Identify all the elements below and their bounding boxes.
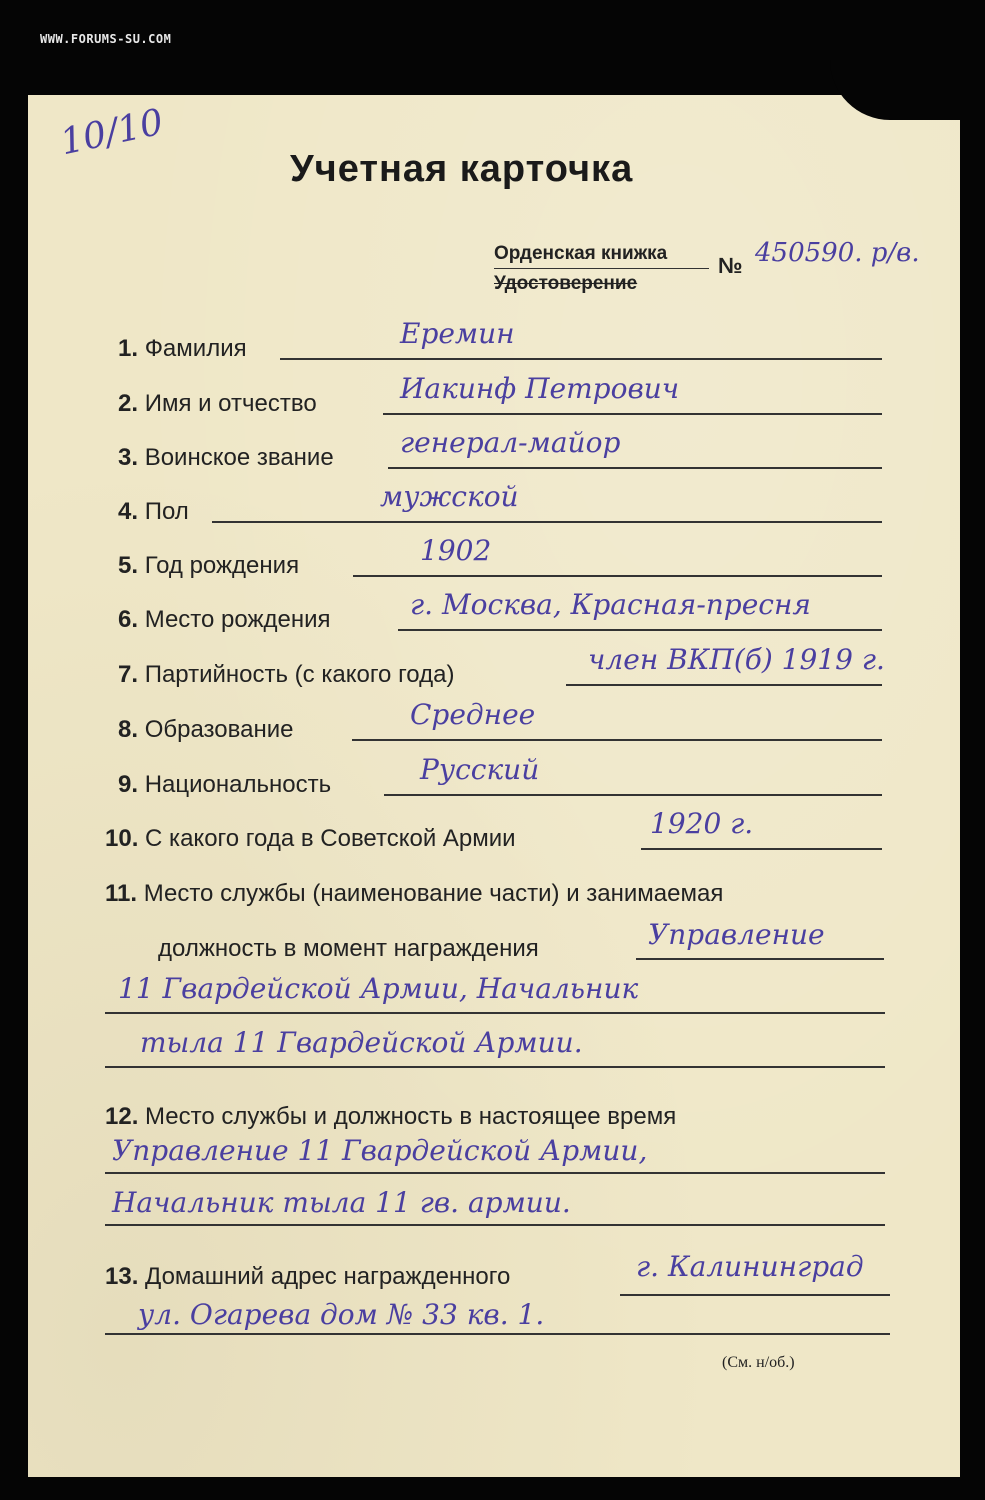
field-12-value-line1: Управление 11 Гвардейской Армии, bbox=[112, 1134, 648, 1167]
field-1-rule bbox=[280, 358, 882, 360]
field-13-rule-2 bbox=[105, 1333, 890, 1335]
field-4-label: 4. Пол bbox=[118, 498, 189, 525]
order-book-number: 450590. р/в. bbox=[755, 238, 920, 268]
field-12-rule-1 bbox=[105, 1172, 885, 1174]
field-10-value: 1920 г. bbox=[650, 807, 754, 840]
field-9-label: 9. Национальность bbox=[118, 771, 332, 798]
field-9-value: Русский bbox=[420, 753, 540, 786]
field-11-rule-1 bbox=[636, 958, 884, 960]
field-12-rule-2 bbox=[105, 1224, 885, 1226]
corner-note: 10/10 bbox=[56, 101, 167, 164]
field-11-number: 11. bbox=[105, 880, 138, 907]
field-11-value-line1: Управление bbox=[648, 918, 825, 951]
certificate-label-struck: Удостоверение bbox=[494, 273, 638, 294]
field-2-rule bbox=[383, 413, 882, 415]
field-11-rule-2 bbox=[105, 1012, 885, 1014]
order-book-label: Орденская книжка bbox=[494, 243, 668, 264]
field-7-number: 7. bbox=[118, 661, 139, 688]
field-10-rule bbox=[641, 848, 882, 850]
footnote: (См. н/об.) bbox=[722, 1354, 795, 1371]
field-10-number: 10. bbox=[105, 825, 139, 852]
field-12-number: 12. bbox=[105, 1103, 139, 1130]
field-1-number: 1. bbox=[118, 335, 139, 362]
field-6-number: 6. bbox=[118, 606, 139, 633]
field-3-number: 3. bbox=[118, 444, 139, 471]
watermark: WWW.FORUMS-SU.COM bbox=[40, 32, 172, 46]
field-8-label: 8. Образование bbox=[118, 716, 294, 743]
field-5-value: 1902 bbox=[420, 534, 492, 567]
field-13-rule-1 bbox=[620, 1294, 890, 1296]
field-8-number: 8. bbox=[118, 716, 139, 743]
field-3-value: генерал-майор bbox=[400, 426, 621, 459]
field-1-label: 1. Фамилия bbox=[118, 335, 247, 362]
field-13-value-line2: ул. Огарева дом № 33 кв. 1. bbox=[138, 1298, 545, 1331]
field-7-rule bbox=[566, 684, 882, 686]
field-13-number: 13. bbox=[105, 1263, 139, 1290]
field-5-rule bbox=[353, 575, 882, 577]
field-8-rule bbox=[352, 739, 882, 741]
field-1-value: Еремин bbox=[400, 317, 515, 350]
field-7-value: член ВКП(б) 1919 г. bbox=[588, 643, 885, 676]
field-2-value: Иакинф Петрович bbox=[400, 372, 680, 405]
field-11-value-line3: тыла 11 Гвардейской Армии. bbox=[140, 1026, 583, 1059]
field-2-number: 2. bbox=[118, 390, 139, 417]
field-13-label: 13. Домашний адрес награжденного bbox=[105, 1263, 511, 1290]
field-6-label: 6. Место рождения bbox=[118, 606, 331, 633]
field-7-label: 7. Партийность (с какого года) bbox=[118, 661, 455, 688]
field-9-number: 9. bbox=[118, 771, 139, 798]
field-10-label: 10. С какого года в Советской Армии bbox=[105, 825, 516, 852]
order-line-rule bbox=[494, 268, 709, 269]
field-3-label: 3. Воинское звание bbox=[118, 444, 334, 471]
field-11-value-line2: 11 Гвардейской Армии, Начальник bbox=[118, 972, 639, 1005]
field-4-value: мужской bbox=[380, 480, 519, 513]
number-sign: № bbox=[718, 253, 743, 278]
field-3-rule bbox=[388, 467, 882, 469]
field-2-label: 2. Имя и отчество bbox=[118, 390, 317, 417]
field-6-rule bbox=[398, 629, 882, 631]
field-8-value: Среднее bbox=[410, 698, 536, 731]
field-5-number: 5. bbox=[118, 552, 139, 579]
field-13-value-line1: г. Калининград bbox=[636, 1250, 864, 1283]
field-11-label-line1: 11. Место службы (наименование части) и занимаемая bbox=[105, 880, 724, 907]
field-9-rule bbox=[384, 794, 882, 796]
field-11-label-line2: должность в момент награждения bbox=[158, 935, 539, 962]
page-title: Учетная карточка bbox=[290, 148, 634, 190]
field-12-value-line2: Начальник тыла 11 гв. армии. bbox=[112, 1186, 571, 1219]
field-6-value: г. Москва, Красная-пресня bbox=[410, 588, 811, 621]
field-4-rule bbox=[212, 521, 882, 523]
field-4-number: 4. bbox=[118, 498, 139, 525]
field-11-rule-3 bbox=[105, 1066, 885, 1068]
field-5-label: 5. Год рождения bbox=[118, 552, 300, 579]
field-12-label: 12. Место службы и должность в настоящее время bbox=[105, 1103, 677, 1130]
